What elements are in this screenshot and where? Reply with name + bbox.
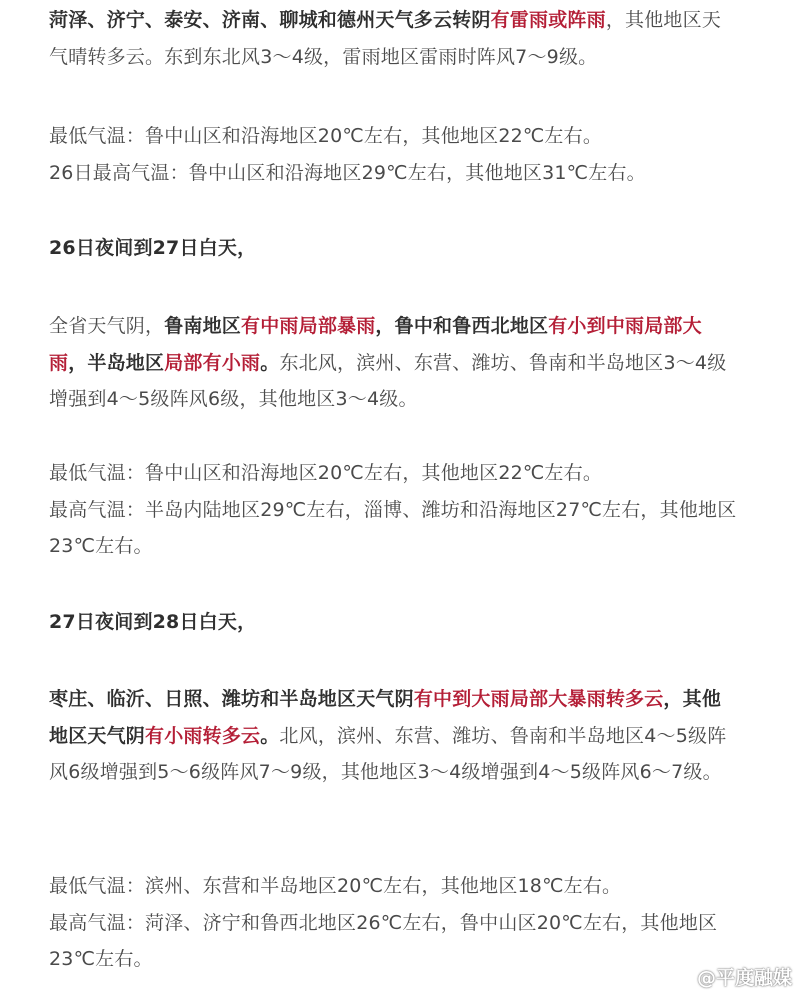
bold-text: ，其他地区天气阴 [49,688,722,747]
bold-text: 。 [260,724,280,747]
bold-text: 枣庄、临沂、日照、潍坊和半岛地区天气阴 [49,688,414,710]
min-temp-line: 最低气温：滨州、东营和半岛地区20℃左右，其他地区18℃左右。 [49,875,622,897]
weibo-icon [667,966,693,988]
watermark [667,963,792,990]
highlight-text: 有中雨局部暴雨 [241,315,376,337]
temperature-paragraph-28 [49,868,739,978]
highlight-text: 局部有小雨 [164,351,261,374]
body-text: 东北风，滨州、东营、潍坊、鲁南和半岛地区3～4级增强到4～5级阵风6级，其他地区3～4级。 [49,351,727,410]
temperature-paragraph-26 [49,118,646,191]
forecast-paragraph-26-night [49,308,739,418]
body-text: 北风，滨州、东营、潍坊、鲁南和半岛地区4～5级阵风6级增强到5～6级阵风7～9级，其他地区3～4级增强到4～5级阵风6～7级。 [49,724,727,783]
highlight-text: 有雷雨或阵雨 [490,9,606,31]
highlight-text: 有小到中雨局部大雨 [49,315,702,374]
max-temp-line: 最高气温：菏泽、济宁和鲁西北地区26℃左右，鲁中山区20℃左右，其他地区23℃左右。 [49,911,718,970]
max-temp-line: 26日最高气温：鲁中山区和沿海地区29℃左右，其他地区31℃左右。 [49,161,646,184]
section-heading-27-night: 27日夜间到28日白天， [49,611,257,633]
bold-text: 鲁南地区 [164,315,242,337]
body-text: ，其他地区天气晴转多云。东到东北风3～4级，雷雨地区雷雨时阵风7～9级。 [49,9,722,68]
section-heading-26-night: 26日夜间到27日白天， [49,237,257,259]
highlight-text: 有中到大雨局部大暴雨转多云 [413,688,664,710]
bold-text: 菏泽、济宁、泰安、济南、聊城和德州天气多云转阴 [49,9,491,31]
bold-text: ，鲁中和鲁西北地区 [375,315,549,337]
min-temp-line: 最低气温：鲁中山区和沿海地区20℃左右，其他地区22℃左右。 [49,462,603,484]
temperature-paragraph-27 [49,455,739,565]
min-temp-line: 最低气温：鲁中山区和沿海地区20℃左右，其他地区22℃左右。 [49,125,603,147]
watermark-text: @平度融媒 [696,967,792,989]
bold-text: ，半岛地区 [68,351,165,374]
body-text: 全省天气阴， [49,315,165,337]
highlight-text: 有小雨转多云 [145,724,261,747]
forecast-paragraph-27-night [49,681,739,791]
forecast-paragraph-26-day [49,2,739,75]
bold-text: 。 [260,351,280,374]
max-temp-line: 最高气温：半岛内陆地区29℃左右，淄博、潍坊和沿海地区27℃左右，其他地区23℃左右。 [49,498,737,557]
